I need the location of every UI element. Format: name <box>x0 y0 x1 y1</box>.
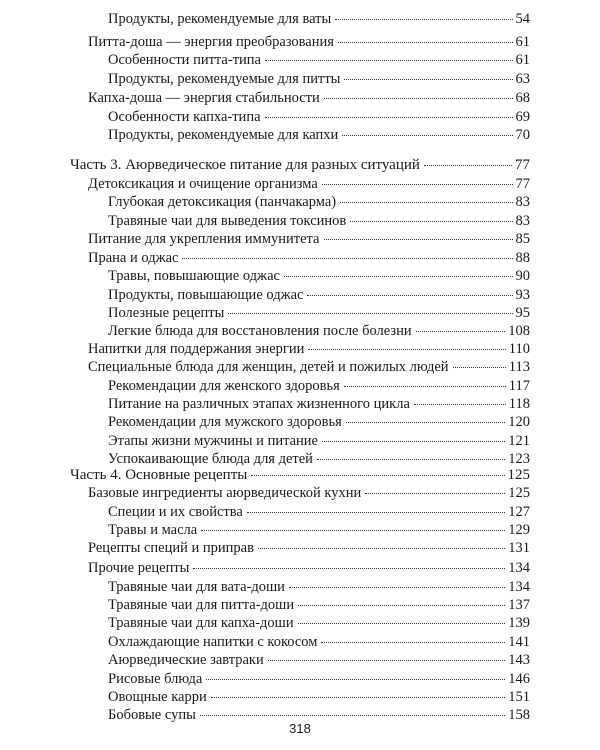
toc-entry-title: Глубокая детоксикация (панчакарма) <box>108 194 337 210</box>
toc-entry-title: Рисовые блюда <box>108 671 203 687</box>
toc-entry-page: 134 <box>508 579 530 595</box>
dot-leader <box>289 587 505 588</box>
page-number: 318 <box>289 721 311 736</box>
toc-entry[interactable] <box>108 521 530 539</box>
toc-entry-title: Особенности питта-типа <box>108 52 261 68</box>
dot-leader <box>182 258 512 259</box>
toc-entry-title: Питта-доша — энергия преобразования <box>88 34 334 50</box>
dot-leader <box>307 295 512 296</box>
toc-entry[interactable] <box>88 89 530 107</box>
toc-entry-title: Особенности капха-типа <box>108 109 261 125</box>
dot-leader <box>416 331 506 332</box>
toc-entry-page: 134 <box>508 560 530 576</box>
toc-entry-page: 113 <box>508 359 530 375</box>
toc-entry-title: Травяные чаи для вата-доши <box>108 579 285 595</box>
dot-leader <box>268 660 506 661</box>
dot-leader <box>206 679 505 680</box>
toc-entry-title: Питание для укрепления иммунитета <box>88 231 320 247</box>
toc-entry[interactable] <box>108 322 530 340</box>
toc-entry[interactable] <box>108 108 530 126</box>
toc-entry-page: 139 <box>508 615 530 631</box>
toc-entry[interactable] <box>108 413 530 431</box>
dot-leader <box>365 493 505 494</box>
toc-entry[interactable] <box>108 267 530 285</box>
toc-entry-title: Рекомендации для женского здоровья <box>108 378 340 394</box>
toc-entry[interactable] <box>108 10 530 28</box>
toc-entry-page: 85 <box>515 231 530 247</box>
toc-entry-title: Часть 4. Основные рецепты <box>70 467 248 483</box>
toc-entry-page: 129 <box>508 522 530 538</box>
toc-entry-title: Продукты, рекомендуемые для питты <box>108 71 341 87</box>
toc-entry-page: 118 <box>508 396 530 412</box>
toc-entry-page: 137 <box>508 597 530 613</box>
toc-entry[interactable] <box>108 432 530 450</box>
toc-entry[interactable] <box>108 126 530 144</box>
toc-entry-title: Продукты, повышающие оджас <box>108 287 304 303</box>
toc-entry-title: Продукты, рекомендуемые для капхи <box>108 127 339 143</box>
toc-entry-title: Травяные чаи для выведения токсинов <box>108 213 347 229</box>
toc-entry-title: Прана и оджас <box>88 250 179 266</box>
dot-leader <box>344 79 512 80</box>
toc-entry-page: 123 <box>508 451 530 467</box>
toc-entry-page: 61 <box>515 52 530 68</box>
toc-entry[interactable] <box>108 70 530 88</box>
toc-entry-title: Полезные рецепты <box>108 305 225 321</box>
toc-entry-title: Прочие рецепты <box>88 560 190 576</box>
toc-entry[interactable] <box>108 377 530 395</box>
toc-entry-title: Специи и их свойства <box>108 504 243 520</box>
toc-entry-page: 143 <box>508 652 530 668</box>
toc-entry-page: 77 <box>515 176 530 192</box>
toc-entry[interactable] <box>108 596 530 614</box>
toc-entry-title: Питание на различных этапах жизненного цикла <box>108 396 410 412</box>
dot-leader <box>335 19 512 20</box>
toc-entry-page: 151 <box>508 689 530 705</box>
dot-leader <box>317 459 505 460</box>
toc-entry-page: 61 <box>515 34 530 50</box>
toc-entry[interactable] <box>108 688 530 706</box>
toc-entry-title: Травы и масла <box>108 522 198 538</box>
dot-leader <box>322 441 505 442</box>
dot-leader <box>284 276 513 277</box>
toc-entry-page: 125 <box>508 485 530 501</box>
toc-entry-page: 127 <box>508 504 530 520</box>
dot-leader <box>324 239 513 240</box>
toc-entry[interactable] <box>108 614 530 632</box>
dot-leader <box>424 165 512 166</box>
toc-entry-title: Специальные блюда для женщин, детей и пожилых людей <box>88 359 449 375</box>
toc-entry-title: Охлаждающие напитки с кокосом <box>108 634 318 650</box>
toc-entry[interactable] <box>108 633 530 651</box>
toc-entry-page: 120 <box>508 414 530 430</box>
dot-leader <box>258 548 505 549</box>
toc-entry[interactable] <box>108 51 530 69</box>
dot-leader <box>298 605 505 606</box>
dot-leader <box>201 530 505 531</box>
dot-leader <box>453 367 506 368</box>
dot-leader <box>346 422 505 423</box>
toc-entry-page: 95 <box>515 305 530 321</box>
dot-leader <box>414 404 506 405</box>
toc-entry-title: Продукты, рекомендуемые для ваты <box>108 11 332 27</box>
dot-leader <box>338 42 513 43</box>
toc-entry[interactable] <box>108 193 530 211</box>
toc-entry-title: Этапы жизни мужчины и питание <box>108 433 318 449</box>
dot-leader <box>265 60 513 61</box>
toc-entry-page: 146 <box>508 671 530 687</box>
toc-entry[interactable] <box>108 212 530 230</box>
toc-entry-page: 63 <box>515 71 530 87</box>
dot-leader <box>298 623 506 624</box>
toc-entry-page: 90 <box>515 268 530 284</box>
dot-leader <box>324 98 513 99</box>
toc-entry-page: 121 <box>508 433 530 449</box>
dot-leader <box>251 475 504 476</box>
toc-entry[interactable] <box>108 670 530 688</box>
toc-entry-title: Капха-доша — энергия стабильности <box>88 90 320 106</box>
toc-entry[interactable] <box>108 304 530 322</box>
toc-entry-page: 158 <box>508 707 530 723</box>
toc-entry-page: 77 <box>515 157 530 173</box>
toc-entry-title: Детоксикация и очищение организма <box>88 176 318 192</box>
toc-entry[interactable] <box>108 651 530 669</box>
dot-leader <box>350 221 512 222</box>
toc-entry-title: Травы, повышающие оджас <box>108 268 280 284</box>
toc-entry[interactable] <box>88 230 530 248</box>
toc-entry-page: 68 <box>515 90 530 106</box>
toc-part-heading[interactable] <box>70 466 530 484</box>
toc-entry[interactable] <box>88 539 530 557</box>
toc-entry[interactable] <box>88 358 530 376</box>
toc-entry-title: Часть 3. Аюрведическое питание для разных ситуаций <box>70 157 420 173</box>
toc-entry[interactable] <box>108 286 530 304</box>
toc-entry-title: Травяные чаи для капха-доши <box>108 615 294 631</box>
toc-entry[interactable] <box>88 484 530 502</box>
toc-entry-title: Базовые ингредиенты аюрведической кухни <box>88 485 362 501</box>
toc-entry-page: 83 <box>515 213 530 229</box>
toc-entry-page: 83 <box>515 194 530 210</box>
toc-entry-page: 141 <box>508 634 530 650</box>
toc-entry-page: 93 <box>515 287 530 303</box>
toc-entry-title: Аюрведические завтраки <box>108 652 264 668</box>
toc-part-heading[interactable] <box>70 156 530 174</box>
toc-entry-page: 117 <box>508 378 530 394</box>
toc-entry-page: 108 <box>508 323 530 339</box>
dot-leader <box>228 313 512 314</box>
toc-entry[interactable] <box>88 33 530 51</box>
toc-entry-title: Овощные карри <box>108 689 207 705</box>
toc-entry-title: Легкие блюда для восстановления после болезни <box>108 323 412 339</box>
toc-entry[interactable] <box>108 578 530 596</box>
toc-entry-page: 54 <box>515 11 530 27</box>
toc-entry-page: 131 <box>508 540 530 556</box>
toc-entry-page: 88 <box>515 250 530 266</box>
dot-leader <box>265 117 513 118</box>
toc-entry-page: 69 <box>515 109 530 125</box>
toc-entry[interactable] <box>88 249 530 267</box>
toc-entry-title: Бобовые супы <box>108 707 196 723</box>
dot-leader <box>340 202 512 203</box>
toc-entry-title: Рецепты специй и приправ <box>88 540 254 556</box>
toc-entry-page: 110 <box>508 341 530 357</box>
dot-leader <box>344 386 506 387</box>
toc-entry[interactable] <box>88 340 530 358</box>
toc-entry[interactable] <box>88 175 530 193</box>
toc-entry-title: Успокаивающие блюда для детей <box>108 451 313 467</box>
dot-leader <box>321 642 505 643</box>
toc-entry[interactable] <box>108 503 530 521</box>
toc-entry-title: Напитки для поддержания энергии <box>88 341 305 357</box>
dot-leader <box>247 512 505 513</box>
dot-leader <box>322 184 513 185</box>
dot-leader <box>200 715 505 716</box>
toc-entry[interactable] <box>88 559 530 577</box>
dot-leader <box>193 568 505 569</box>
dot-leader <box>308 349 505 350</box>
toc-entry-page: 70 <box>515 127 530 143</box>
dot-leader <box>211 697 506 698</box>
toc-entry-page: 125 <box>507 467 530 483</box>
dot-leader <box>342 135 512 136</box>
toc-entry-title: Рекомендации для мужского здоровья <box>108 414 342 430</box>
toc-entry-title: Травяные чаи для питта-доши <box>108 597 295 613</box>
toc-entry[interactable] <box>108 395 530 413</box>
